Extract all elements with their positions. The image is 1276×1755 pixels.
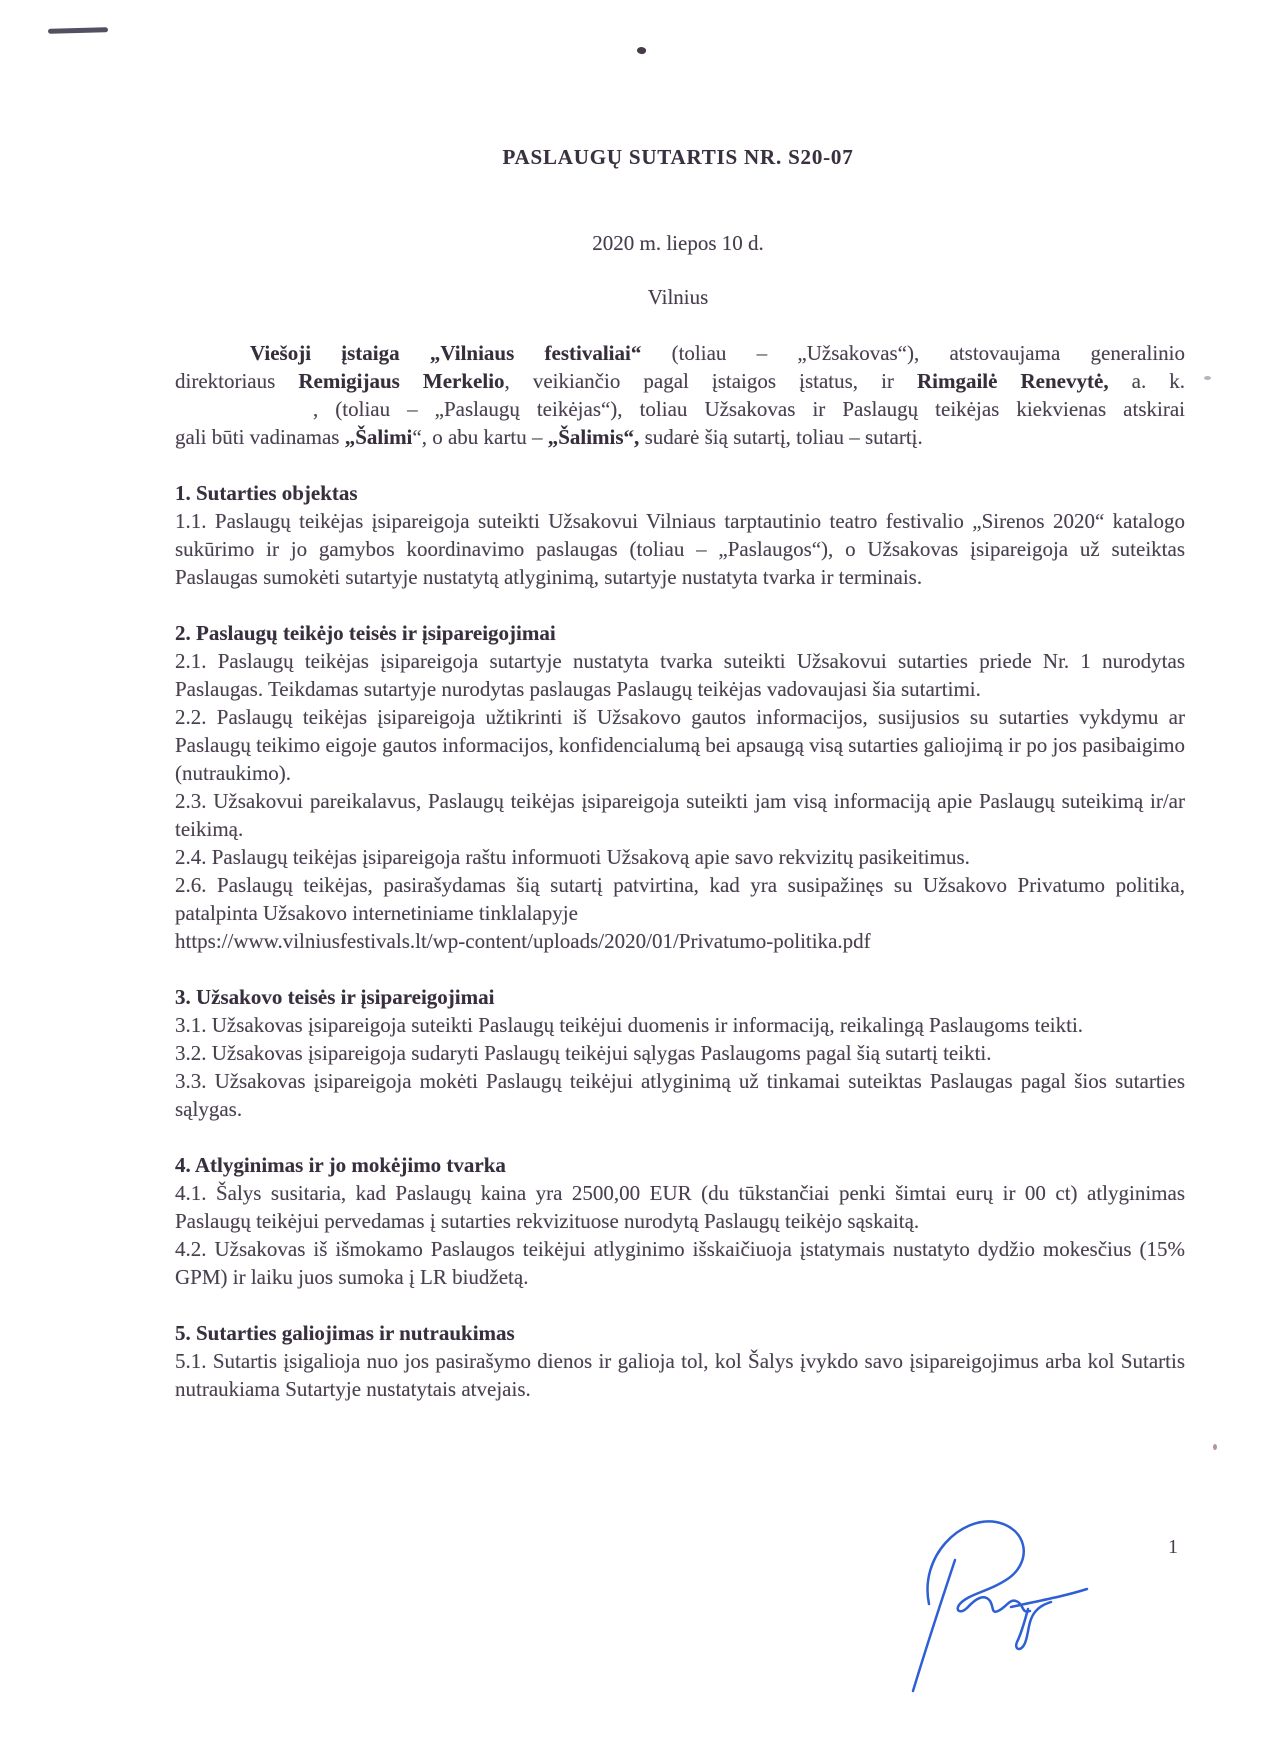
- section-heading: 2. Paslaugų teikėjo teisės ir įsipareigojimai: [175, 621, 556, 645]
- section-provider-obligations: [175, 619, 1185, 955]
- section-payment: [175, 1151, 1185, 1291]
- section-validity: [175, 1319, 1185, 1403]
- section-client-obligations: [175, 983, 1185, 1123]
- section-heading: 4. Atlyginimas ir jo mokėjimo tvarka: [175, 1153, 506, 1177]
- contract-clause: 4.1. Šalys susitaria, kad Paslaugų kaina yra 2500,00 EUR (du tūkstančiai penki šimtai eurų ir 00 ct) atlyginimas Paslaugų teikėjui pervedamas į sutarties rekvizituose nurodytą Paslaugų teikėjo sąskaitą.: [175, 1181, 1185, 1233]
- intro-line-redacted-code: [175, 395, 1185, 423]
- contract-clause: 4.2. Užsakovas iš išmokamo Paslaugos teikėjui atlyginimo išskaičiuoja įstatymais nustatyto dydžio mokesčius (15% GPM) ir laiku juos sumoka į LR biudžetą.: [175, 1237, 1185, 1289]
- scan-fold-mark: [48, 27, 108, 34]
- intro-text: a. k.: [1108, 369, 1186, 393]
- intro-line: [175, 423, 1185, 451]
- scan-speck: [1204, 376, 1211, 380]
- signature-stroke: [913, 1560, 955, 1691]
- handwritten-signature: [893, 1508, 1108, 1703]
- contract-clause: 2.2. Paslaugų teikėjas įsipareigoja užtikrinti iš Užsakovo gautos informacijos, susijusios su sutarties vykdymu ar Paslaugų teikimo eigoje gautos informacijos, konfidencialumą bei apsaugą visą sutarties galiojimą ir po jos pasibaigimo (nutraukimo).: [175, 705, 1185, 785]
- intro-text: “, o abu kartu –: [412, 425, 548, 449]
- contract-clause: 3.1. Užsakovas įsipareigoja suteikti Paslaugų teikėjui duomenis ir informaciją, reikalingą Paslaugoms teikti.: [175, 1013, 1084, 1037]
- contract-clause: 5.1. Sutartis įsigalioja nuo jos pasirašymo dienos ir galioja tol, kol Šalys įvykdo savo įsipareigojimus arba kol Sutartis nutraukiama Sutartyje nustatytais atvejais.: [175, 1349, 1185, 1401]
- intro-text: , veikiančio pagal įstaigos įstatus, ir: [504, 369, 917, 393]
- contract-clause: 2.6. Paslaugų teikėjas, pasirašydamas šią sutartį patvirtina, kad yra susipažinęs su Užsakovo Privatumo politika, patalpinta Užsakovo internetiniame tinklalapyje: [175, 873, 1185, 925]
- contract-date: 2020 m. liepos 10 d.: [592, 231, 764, 255]
- contract-title: PASLAUGŲ SUTARTIS NR. S20-07: [502, 145, 854, 169]
- intro-paragraph: [175, 339, 1185, 451]
- intro-text: sudarė šią sutartį, toliau – sutartį.: [639, 425, 923, 449]
- contract-clause: 2.3. Užsakovui pareikalavus, Paslaugų teikėjas įsipareigoja suteikti jam visą informaciją apie Paslaugų suteikimą ir/ar teikimą.: [175, 789, 1185, 841]
- contract-city: Vilnius: [647, 285, 709, 309]
- intro-line: [175, 339, 1185, 367]
- intro-text: direktoriaus: [175, 369, 299, 393]
- term-salimis: „Šalimis“,: [547, 425, 640, 449]
- section-heading: 5. Sutarties galiojimas ir nutraukimas: [175, 1321, 515, 1345]
- term-salimi: „Šalimi: [344, 425, 413, 449]
- intro-text: (toliau – „Užsakovas“), atstovaujama generalinio: [641, 341, 1185, 365]
- scan-speck: [636, 46, 647, 55]
- contract-clause: 1.1. Paslaugų teikėjas įsipareigoja suteikti Užsakovui Vilniaus tarptautinio teatro festivalio „Sirenos 2020“ katalogo sukūrimo ir jo gamybos koordinavimo paslaugas (toliau – „Paslaugos“), o Užsakovas įsipareigoja už suteiktas Paslaugas sumokėti sutartyje nustatytą atlyginimą, sutartyje nustatyta tvarka ir terminais.: [175, 509, 1185, 589]
- contract-clause: 3.3. Užsakovas įsipareigoja mokėti Paslaugų teikėjui atlyginimą už tinkamai suteiktas Paslaugas pagal šios sutarties sąlygas.: [175, 1069, 1185, 1121]
- contract-clause: 3.2. Užsakovas įsipareigoja sudaryti Paslaugų teikėjui sąlygas Paslaugoms pagal šią sutartį teikti.: [175, 1041, 992, 1065]
- section-object: [175, 479, 1185, 591]
- contract-body: [175, 339, 1185, 1403]
- section-heading: 1. Sutarties objektas: [175, 481, 358, 505]
- scan-speck: [1213, 1444, 1217, 1450]
- director-name: Remigijaus Merkelio: [298, 369, 505, 393]
- signature-stroke: [1011, 1589, 1087, 1607]
- provider-name: Rimgailė Renevytė,: [916, 369, 1109, 393]
- signature-stroke: [1016, 1602, 1051, 1649]
- intro-line: [175, 367, 1185, 395]
- section-heading: 3. Užsakovo teisės ir įsipareigojimai: [175, 985, 495, 1009]
- privacy-policy-url: https://www.vilniusfestivals.lt/wp-content/uploads/2020/01/Privatumo-politika.pdf: [175, 929, 871, 953]
- contract-clause: 2.1. Paslaugų teikėjas įsipareigoja sutartyje nustatyta tvarka suteikti Užsakovui sutarties priede Nr. 1 nurodytas Paslaugas. Teikdamas sutartyje nurodytas paslaugas Paslaugų teikėjas vadovaujasi šia sutartimi.: [175, 649, 1185, 701]
- party-name-client: Viešoji įstaiga „Vilniaus festivaliai“: [250, 341, 642, 365]
- intro-text: , (toliau – „Paslaugų teikėjas“), toliau Užsakovas ir Paslaugų teikėjas kiekvienas atskirai: [313, 397, 1185, 421]
- page-number: 1: [1168, 1536, 1178, 1558]
- intro-text: gali būti vadinamas: [175, 425, 345, 449]
- contract-clause: 2.4. Paslaugų teikėjas įsipareigoja raštu informuoti Užsakovą apie savo rekvizitų pasikeitimus.: [175, 845, 970, 869]
